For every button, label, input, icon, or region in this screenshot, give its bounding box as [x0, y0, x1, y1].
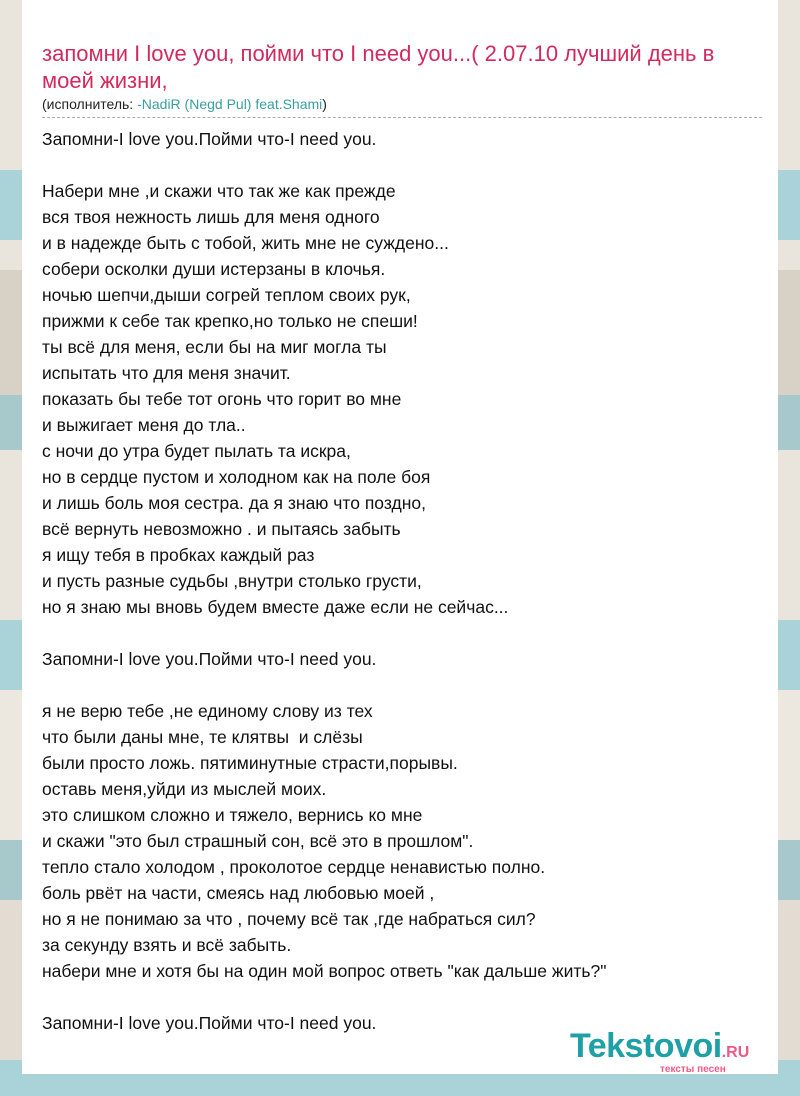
artist-prefix: (исполнитель: — [42, 96, 138, 112]
lyric-line: за секунду взять и всё забыть. — [42, 935, 292, 955]
lyric-line: прижми к себе так крепко,но только не спеши! — [42, 311, 418, 331]
lyric-line: ты всё для меня, если бы на миг могла ты — [42, 337, 387, 357]
lyric-line: Запомни-I love you.Пойми что-I need you. — [42, 1013, 377, 1033]
artist-line — [42, 96, 762, 118]
lyric-line: испытать что для меня значит. — [42, 363, 291, 383]
lyric-line: оставь меня,уйди из мыслей моих. — [42, 779, 327, 799]
lyric-line: и пусть разные судьбы ,внутри столько грусти, — [42, 571, 422, 591]
lyric-line: боль рвёт на части, смеясь над любовью моей , — [42, 883, 435, 903]
lyric-line: Запомни-I love you.Пойми что-I need you. — [42, 649, 377, 669]
lyric-line: Запомни-I love you.Пойми что-I need you. — [42, 129, 377, 149]
lyrics-text — [42, 126, 762, 1036]
lyric-line: но я знаю мы вновь будем вместе даже если не сейчас... — [42, 597, 509, 617]
lyric-line — [42, 672, 762, 698]
song-title: запомни I love you, пойми что I need you...( 2.07.10 лучший день в моей жизни, — [42, 41, 715, 93]
lyric-line: я не верю тебе ,не единому слову из тех — [42, 701, 373, 721]
artist-suffix: ) — [322, 96, 327, 112]
lyric-line: но в сердце пустом и холодном как на поле боя — [42, 467, 431, 487]
lyric-line — [42, 984, 762, 1010]
lyrics-content — [42, 40, 762, 1036]
lyric-line: и выжигает меня до тла.. — [42, 415, 246, 435]
tekstovoi-logo[interactable] — [570, 1028, 770, 1076]
lyrics-panel — [22, 0, 778, 1074]
logo-tld: .RU — [721, 1044, 750, 1061]
lyric-line: что были даны мне, те клятвы и слёзы — [42, 727, 363, 747]
lyric-line: собери осколки души истерзаны в клочья. — [42, 259, 386, 279]
lyric-line: это слишком сложно и тяжело, вернись ко мне — [42, 805, 423, 825]
lyric-line: ночью шепчи,дыши согрей теплом своих рук, — [42, 285, 411, 305]
artist-link[interactable]: -NadiR (Negd Pul) feat.Shami — [137, 96, 323, 112]
lyric-line: тепло стало холодом , проколотое сердце ненавистью полно. — [42, 857, 546, 877]
lyric-line: я ищу тебя в пробках каждый раз — [42, 545, 315, 565]
lyric-line: вся твоя нежность лишь для меня одного — [42, 207, 380, 227]
lyric-line: и в надежде быть с тобой, жить мне не суждено... — [42, 233, 449, 253]
lyric-line: но я не понимаю за что , почему всё так ,где набраться сил? — [42, 909, 536, 929]
logo-name: Tekstovoi — [570, 1027, 722, 1065]
logo-tagline: тексты песен — [660, 1064, 726, 1075]
lyric-line: показать бы тебе тот огонь что горит во мне — [42, 389, 402, 409]
lyric-line: набери мне и хотя бы на один мой вопрос ответь "как дальше жить?" — [42, 961, 607, 981]
lyric-line: с ночи до утра будет пылать та искра, — [42, 441, 351, 461]
lyric-line — [42, 620, 762, 646]
lyric-line: Набери мне ,и скажи что так же как прежде — [42, 181, 396, 201]
lyric-line: были просто ложь. пятиминутные страсти,порывы. — [42, 753, 458, 773]
logo-main — [570, 1028, 770, 1064]
lyric-line: и лишь боль моя сестра. да я знаю что поздно, — [42, 493, 426, 513]
lyric-line: всё вернуть невозможно . и пытаясь забыть — [42, 519, 401, 539]
lyric-line: и скажи "это был страшный сон, всё это в прошлом". — [42, 831, 474, 851]
lyric-line — [42, 152, 762, 178]
